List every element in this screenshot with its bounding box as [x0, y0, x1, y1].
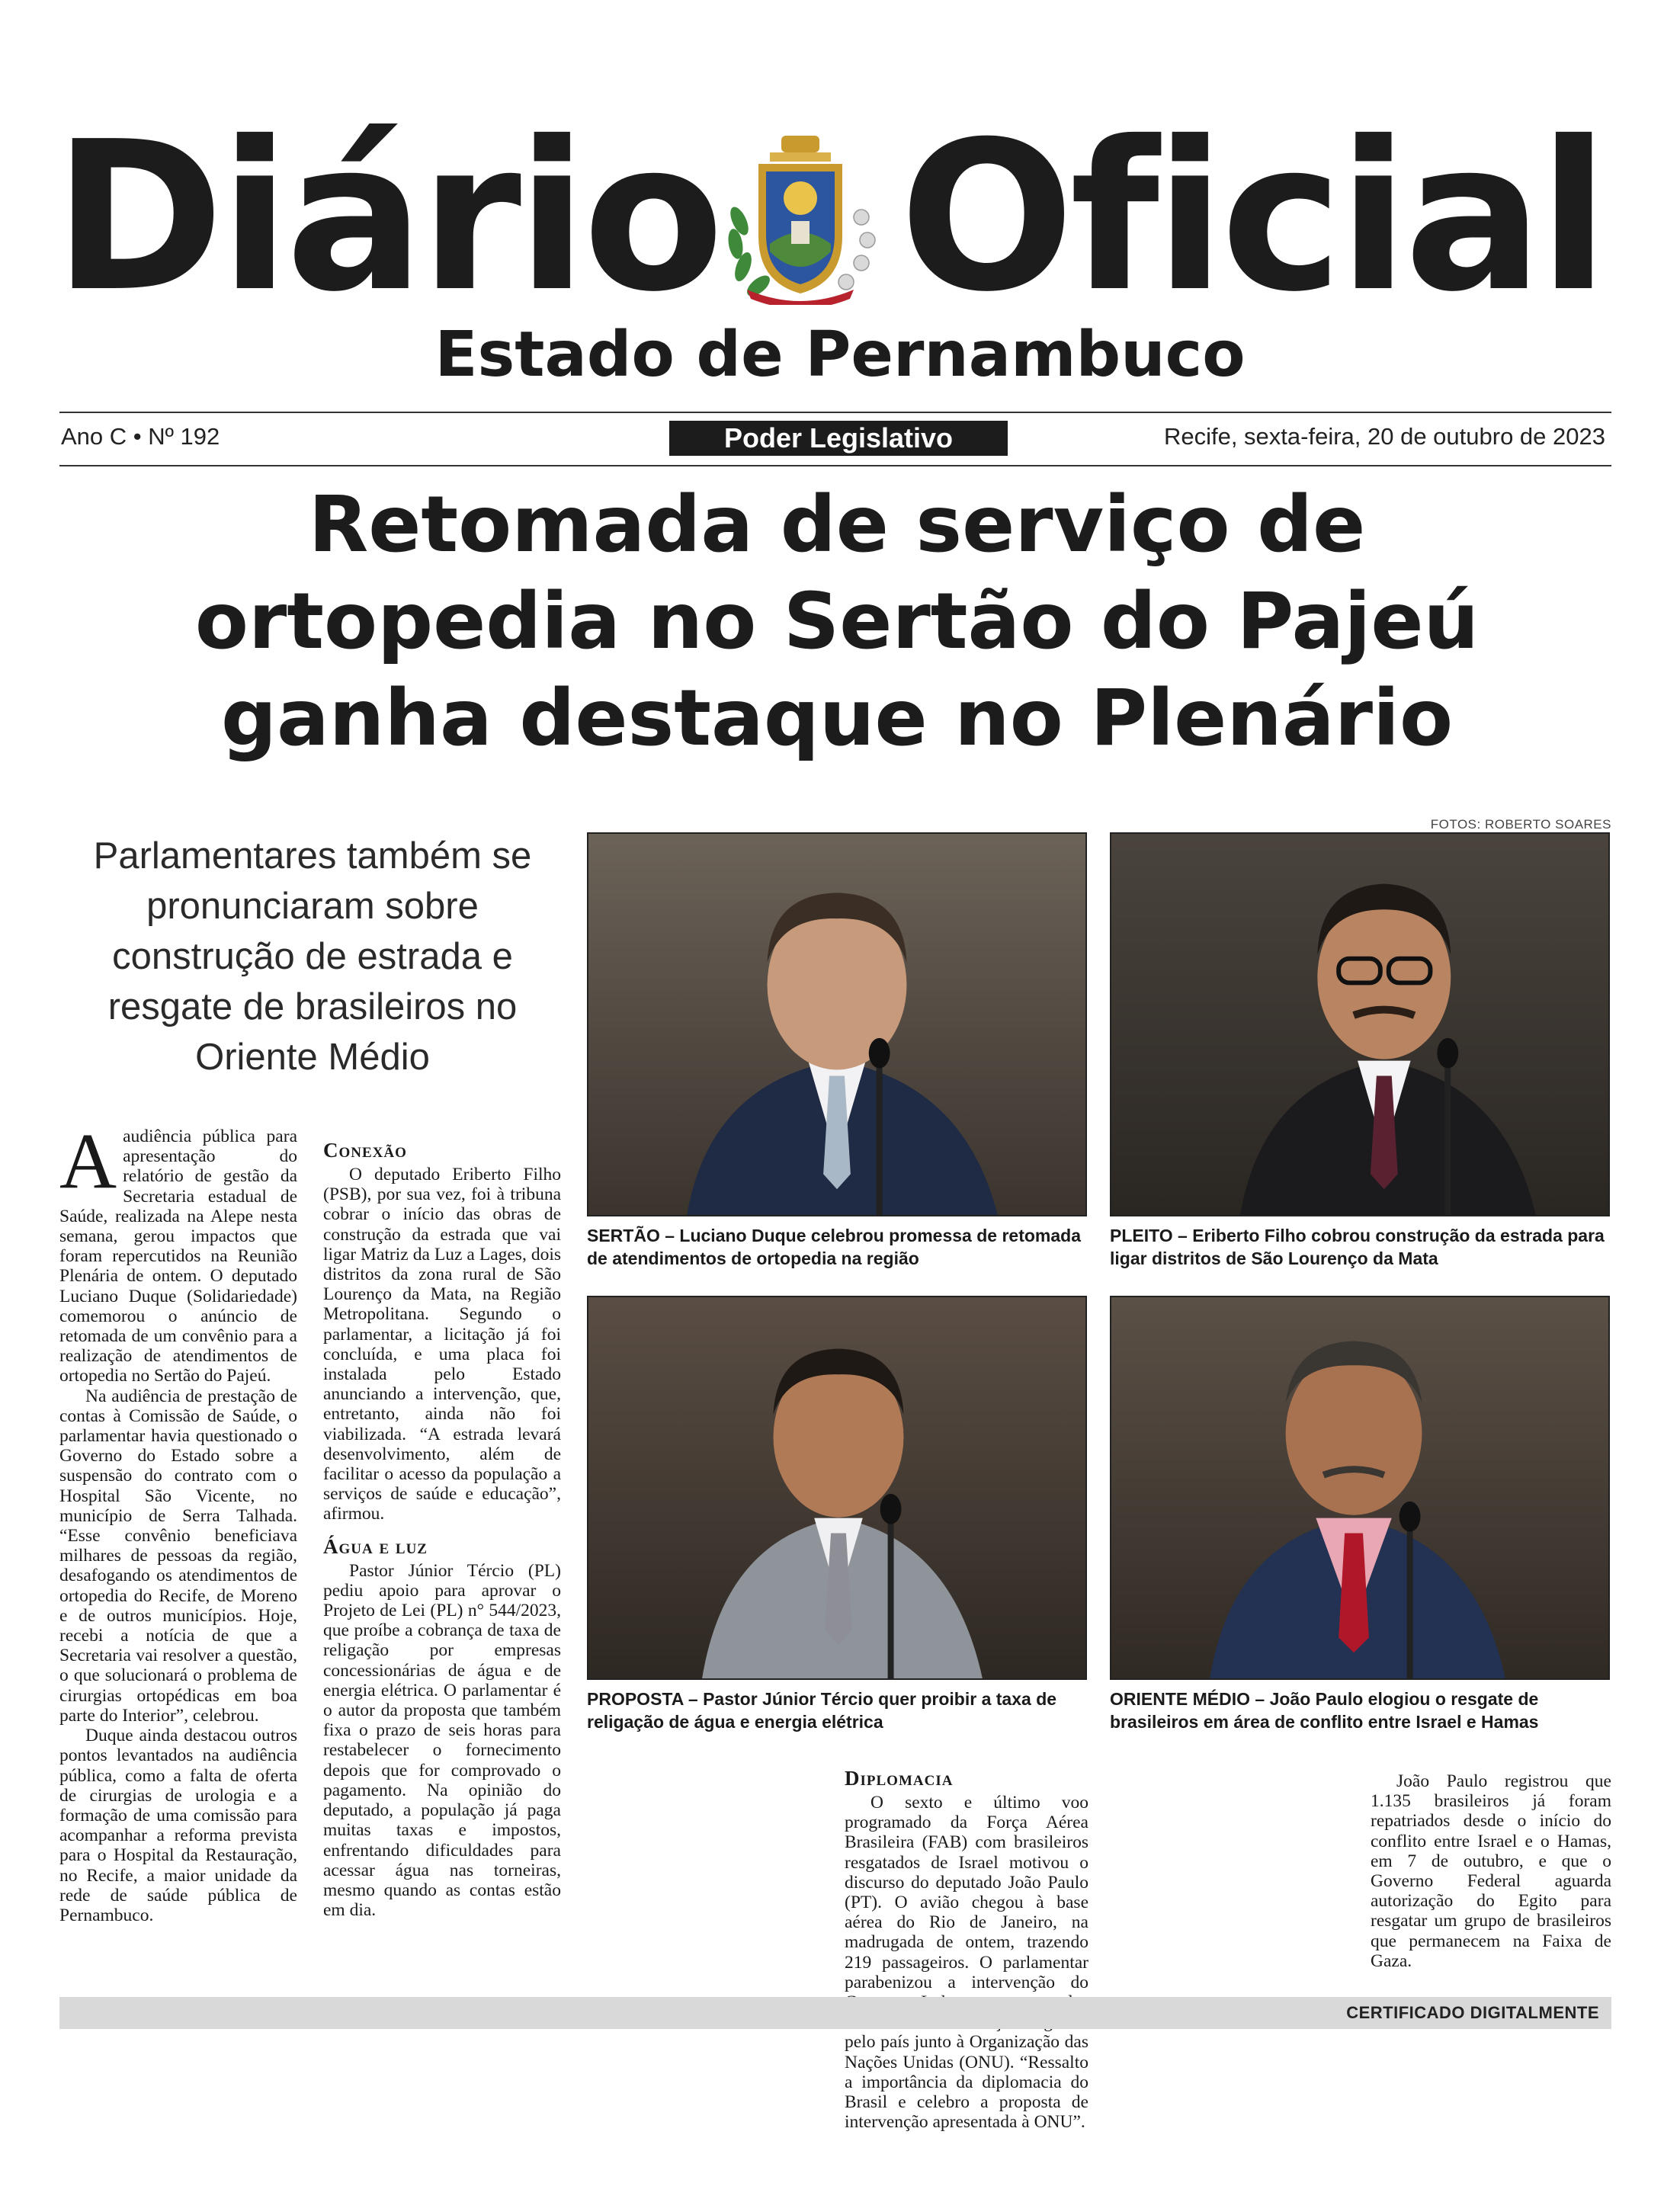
subhead-agua-e-luz: Água e luz: [323, 1534, 428, 1558]
article-paragraph-3a: Duque ainda destacou outros pontos levantados na audiência pública, como a falta de oferta de cirurgias de urologia e a formação de uma comissão para acompanhar a reforma prevista para o Hospital da Restauração, no Recife, a maior unidade da rede de saúde pública de Pernambuco.: [59, 1726, 297, 1925]
publication-date: Recife, sexta-feira, 20 de outubro de 2023: [1163, 423, 1605, 450]
photo-caption-1: SERTÃO – Luciano Duque celebrou promessa de retomada de atendimentos de ortopedia na região: [587, 1226, 1081, 1268]
masthead-subtitle: Estado de Pernambuco: [434, 319, 1246, 391]
article-paragraph-5: Pastor Júnior Tércio (PL) pediu apoio para aprovar o Projeto de Lei (PL) n° 544/2023, que proíbe a cobrança de taxa de religação por empresas concessionárias de água e de energia elétrica. O parlamentar é o autor da proposta que também fixa o prazo de seis horas para restabelecer o fornecimento depois que for comprovado o pagamento. Na opinião do deputado, a população já paga muitas taxas e impostos, enfrentando dificuldades para acessar água nas torneiras, mesmo quando as contas estão em dia.: [323, 1560, 561, 1921]
drop-cap: A: [59, 1117, 117, 1205]
photo-eriberto-filho: [1110, 832, 1610, 1216]
coat-of-arms-icon: [717, 130, 884, 305]
photo-credit: FOTOS: ROBERTO SOARES: [1430, 817, 1611, 832]
subhead-conexao: Conexão: [323, 1139, 407, 1162]
article-column-4: [845, 1764, 1088, 2133]
article-column-2: [323, 1128, 561, 1997]
headline-line-1: Retomada de serviço de: [308, 479, 1366, 570]
masthead-title-right: Oficial: [899, 97, 1605, 337]
footer-bar: [59, 1997, 1611, 2029]
subhead-diplomacia: Diplomacia: [845, 1767, 954, 1790]
section-badge: Poder Legislativo: [669, 421, 1008, 456]
article-column-6: [1371, 1771, 1611, 1992]
masthead-title-left: Diário: [53, 97, 720, 337]
photo-luciano-duque: [587, 832, 1087, 1216]
photo-caption-3: PROPOSTA – Pastor Júnior Tércio quer proibir a taxa de religação de água e energia elétrica: [587, 1689, 1057, 1732]
article-paragraph-7: João Paulo registrou que 1.135 brasileiros já foram repatriados desde o início do conflito entre Israel e o Hamas, em 7 de outubro, e que o Governo Federal aguarda autorização do Egito para resgatar um grupo de brasileiros que permanecem na Faixa de Gaza.: [1371, 1771, 1611, 1971]
headline: [61, 476, 1613, 767]
headline-line-2: ortopedia no Sertão do Pajeú: [194, 576, 1480, 667]
divider-bottom: [59, 465, 1611, 466]
article-column-1: [59, 1117, 297, 1995]
photo-joao-paulo: [1110, 1296, 1610, 1680]
photo-junior-tercio: [587, 1296, 1087, 1680]
article-paragraph-6: O sexto e último voo programado da Força Aérea Brasileira (FAB) com brasileiros resgatados de Israel motivou o discurso do deputado João Paulo (PT). O avião chegou à base aérea do Rio de Janeiro, na madrugada de ontem, trazendo 219 passageiros. O parlamentar parabenizou a intervenção do pelo país junto à Organização das Nações Unidas (ONU). “Ressalto a importância da diplomacia do Brasil e celebro a proposta de intervenção apresentada à ONU”.: [845, 1793, 1088, 2133]
article-deck: Parlamentares também se pronunciaram sobre construção de estrada e resgate de brasileiros no Oriente Médio: [93, 835, 532, 1078]
divider-top: [59, 412, 1611, 413]
photo-caption-4: ORIENTE MÉDIO – João Paulo elogiou o resgate de brasileiros em área de conflito entre Israel e Hamas: [1110, 1689, 1539, 1732]
article-paragraph-2: Na audiência de prestação de contas à Comissão de Saúde, o parlamentar havia questionado o Governo do Estado sobre a suspensão do contrato com o Hospital São Vicente, no município de Serra Talhada. “Esse convênio beneficiava milhares de pessoas da região, desafogando os atendimentos de ortopedia do Recife, de Moreno e de outros municípios. Hoje, recebi a notícia de que a Secretaria vai resolver a questão, o que solucionará o problema de cirurgias ortopédicas em boa parte do Interior”, celebrou.: [59, 1386, 297, 1726]
article-paragraph-1: Aaudiência pública para apresentação do relatório de gestão da Secretaria estadual de Saúde, realizada na Alepe nesta semana, gerou impactos que foram repercutidos na Reunião Plenária de ontem. O deputado Luciano Duque (Solidariedade) comemorou o anúncio de retomada de um convênio para a realização de atendimentos de ortopedia no Sertão do Pajeú.: [59, 1117, 297, 1386]
article-paragraph-4: O deputado Eriberto Filho (PSB), por sua vez, foi à tribuna cobrar o início das obras de construção da estrada que vai ligar Matriz da Luz a Lages, dois distritos da zona rural de São Lourenço da Mata, na Região Metropolitana. Segundo o parlamentar, a licitação já foi concluída, e uma placa foi instalada pelo Estado anunciando a intervenção, que, entretanto, ainda não foi viabilizada. “A estrada levará desenvolvimento, além de facilitar o acesso da população a serviços de saúde e educação”, afirmou.: [323, 1165, 561, 1524]
headline-line-3: ganha destaque no Plenário: [220, 673, 1454, 764]
edition-number: Ano C • Nº 192: [61, 423, 220, 450]
digital-certificate-label: CERTIFICADO DIGITALMENTE: [1346, 2003, 1599, 2022]
photo-caption-2: PLEITO – Eriberto Filho cobrou construção da estrada para ligar distritos de São Lourenço da Mata: [1110, 1226, 1605, 1268]
